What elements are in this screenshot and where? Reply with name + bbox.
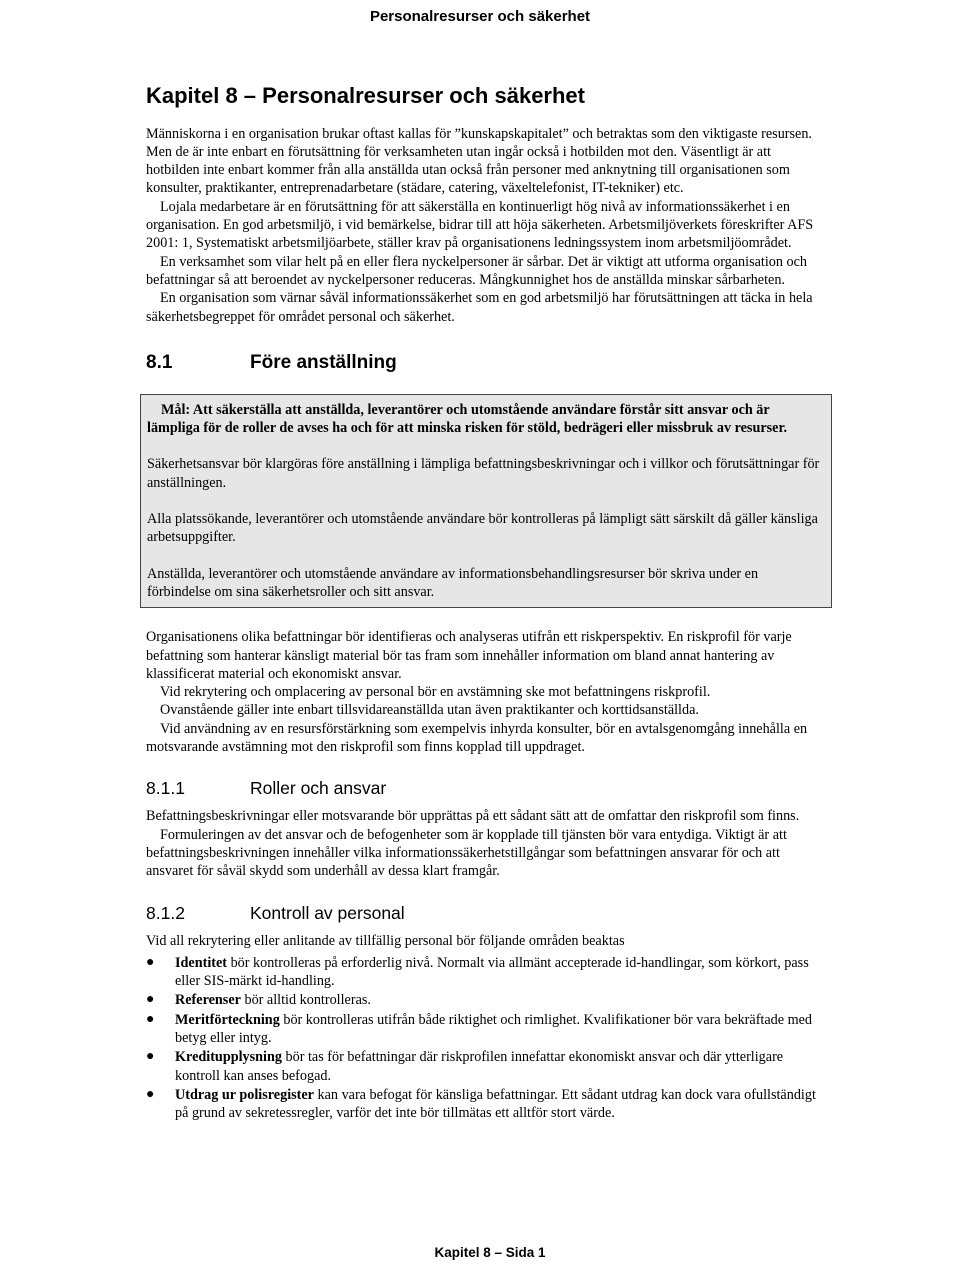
box-paragraph: Alla platssökande, leverantörer och utomstående användare bör kontrolleras på lämpligt sätt särskilt då gäller känsliga arbetsuppgifter. — [147, 511, 818, 546]
intro-paragraph: En verksamhet som vilar helt på en eller flera nyckelpersoner är sårbar. Det är viktigt att utforma organisation och befattningar så att beroendet av nyckelpersoner reduceras. Mångkunnighet hos de anställda minskar sårbarheten. — [146, 253, 808, 288]
box-paragraph: Anställda, leverantörer och utomstående användare av informationsbehandlingsresurser bör skriva under en förbindelse om sina säkerhetsroller och sitt ansvar. — [147, 565, 759, 600]
bullet-icon: ● — [146, 1049, 155, 1065]
list-term: Meritförteckning — [175, 1011, 280, 1028]
list-term: Referenser — [175, 992, 241, 1009]
bullet-icon: ● — [146, 1086, 155, 1102]
list-text: bör kontrolleras utifrån både riktighet och rimlighet. Kvalifikationer bör vara bekräftade med betyg eller intyg. — [175, 1011, 813, 1046]
list-text: bör alltid kontrolleras. — [240, 992, 371, 1009]
intro-paragraph: En organisation som värnar såväl informationssäkerhet som en god arbetsmiljö har förutsättningen att täcka in hela säkerhetsbegreppet för området personal och säkerhet. — [146, 290, 813, 325]
list-term: Identitet — [175, 954, 228, 971]
intro-paragraph: Människorna i en organisation brukar oftast kallas för ”kunskapskapitalet” och betraktas som den viktigaste resursen. Men de är inte enbart en förutsättning för verksamheten utan ingår också i hotbilden mot den. Väsentligt är att hotbilden inte enbart kommer från alla anställda utan också från personer med anknytning till organisationen som konsulter, praktikanter, entreprenadarbetare (städare, catering, växeltelefonist, IT-tekniker) etc. — [146, 125, 812, 197]
intro-paragraph: Lojala medarbetare är en förutsättning för att säkerställa en kontinuerligt hög nivå av informationssäkerhet i en organisation. En god arbetsmiljö, i vid bemärkelse, bidrar till att höja säkerheten. Arbetsmiljöverkets föreskrifter AFS 2001: 1, Systematiskt arbetsmiljöarbete, ställer krav på organisationens ledningssystem inom arbetsmiljöområdet. — [146, 198, 814, 252]
document-body — [146, 82, 826, 1123]
body-paragraph: Vid rekrytering och omplacering av personal bör en avstämning ske mot befattningens riskprofil. — [160, 684, 711, 701]
section-heading-8-1 — [146, 352, 826, 374]
list-text: bör tas för befattningar där riskprofilen innefattar ekonomiskt ansvar och där ytterligare kontroll kan anses befogad. — [175, 1049, 784, 1084]
bullet-icon: ● — [146, 954, 155, 970]
section-title: Kontroll av personal — [250, 902, 405, 923]
list-item — [146, 1011, 826, 1048]
list-term: Kreditupplysning — [175, 1049, 282, 1066]
goal-statement: Mål: Att säkerställa att anställda, leverantörer och utomstående användare förstår sitt ansvar och är lämpliga för de roller de avses ha och för att minska risken för stöld, bedrägeri eller missbruk av resurser. — [147, 401, 787, 437]
list-item — [146, 1086, 826, 1123]
section-number: 8.1 — [146, 351, 173, 373]
section-heading-8-1-1 — [146, 778, 826, 799]
page-footer: Kapitel 8 – Sida 1 — [434, 1245, 546, 1260]
section-title: Roller och ansvar — [250, 778, 387, 799]
section-number: 8.1.2 — [146, 902, 185, 923]
chapter-title: Kapitel 8 – Personalresurser och säkerhet — [146, 83, 585, 108]
section-title: Före anställning — [250, 351, 397, 373]
body-paragraph: Vid användning av en resursförstärkning som exempelvis inhyrda konsulter, bör en avtalsgenomgång innehålla en motsvarande avstämning mot den riskprofil som finns kopplad till uppdraget. — [146, 720, 808, 756]
page-header: Personalresurser och säkerhet — [369, 8, 591, 25]
body-paragraph: Ovanstående gäller inte enbart tillsvidareanställda utan även praktikanter och korttidsanställda. — [160, 702, 699, 719]
list-term: Utdrag ur polisregister — [175, 1086, 314, 1103]
body-paragraph: Organisationens olika befattningar bör identifieras och analyseras utifrån ett riskperspektiv. En riskprofil för varje befattning som hanterar känsligt material bör tas fram som innehåller information om bland annat hantering av klassificerat material och ekonomiskt ansvar. — [146, 629, 792, 682]
list-text: kan vara befogat för känsliga befattningar. Ett sådant utdrag kan dock vara ofullständigt på grund av sekretessregler, varför det inte bör tillmätas ett alltför stort värde. — [175, 1086, 816, 1122]
box-paragraph: Säkerhetsansvar bör klargöras före anställning i lämpliga befattningsbeskrivningar och i villkor och förutsättningar för anställningen. — [147, 456, 820, 491]
list-item — [146, 954, 826, 991]
section-heading-8-1-2 — [146, 903, 826, 924]
list-text: bör kontrolleras på erforderlig nivå. Normalt via allmänt accepterade id-handlingar, som körkort, pass eller SIS-märkt id-handling. — [175, 954, 809, 990]
goal-box — [140, 394, 832, 608]
list-item — [146, 991, 826, 1009]
body-paragraph: Vid all rekrytering eller anlitande av tillfällig personal bör följande områden beaktas — [146, 932, 625, 949]
body-paragraph: Formuleringen av det ansvar och de befogenheter som är kopplade till tjänsten bör vara entydiga. Viktigt är att befattningsbeskrivningen innehåller vilka informationssäkerhetstillgångar som befattningen ansvarar för och att ansvaret för såväl skydd som underhåll av dessa klart framgår. — [146, 826, 787, 880]
list-item — [146, 1048, 826, 1085]
body-paragraph: Befattningsbeskrivningar eller motsvarande bör upprättas på ett sådant sätt att de omfattar den riskprofil som finns. — [146, 808, 800, 825]
section-number: 8.1.1 — [146, 778, 185, 799]
check-list — [146, 954, 826, 1123]
bullet-icon: ● — [146, 992, 155, 1008]
bullet-icon: ● — [146, 1011, 155, 1027]
